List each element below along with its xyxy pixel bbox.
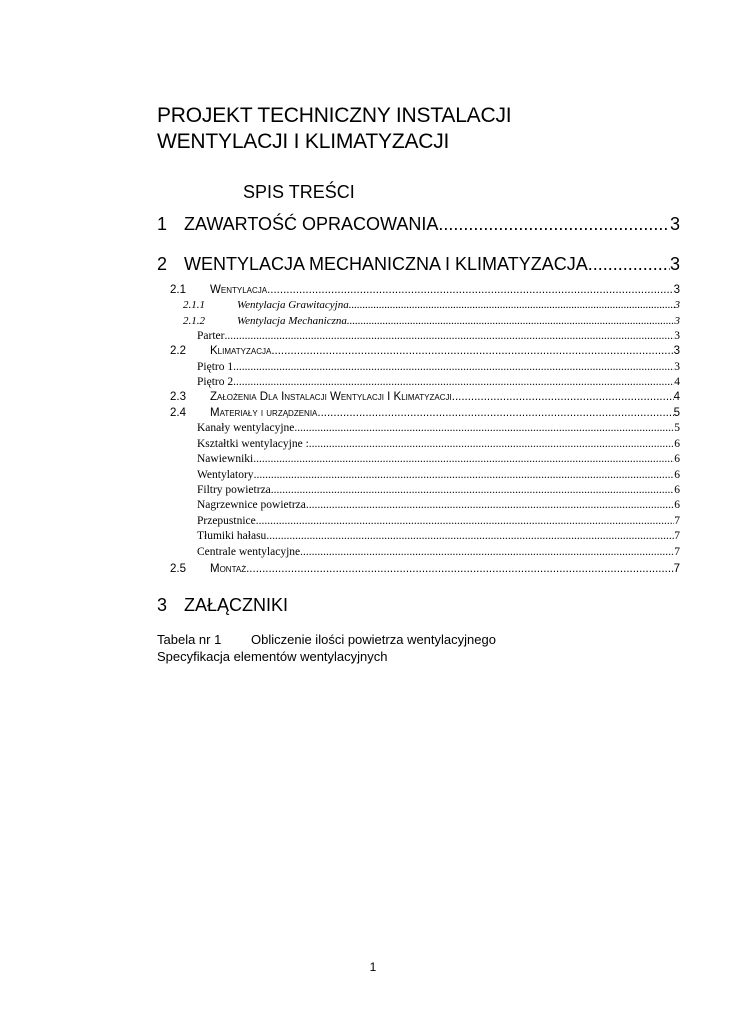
toc-label: Nagrzewnice powietrza <box>197 499 306 511</box>
toc-label: Materiały i urządzenia <box>210 407 318 419</box>
toc-entry-2[interactable] <box>157 252 680 276</box>
toc-leader <box>349 298 675 312</box>
toc-page: 5 <box>674 422 680 434</box>
toc-number: 2.1.2 <box>183 315 205 327</box>
toc-number: 2.2 <box>170 345 186 357</box>
toc-label: Nawiewniki <box>197 453 254 465</box>
toc-page: 7 <box>674 546 680 558</box>
toc-leader <box>309 437 674 452</box>
attachments-heading <box>157 593 288 617</box>
toc-label: Centrale wentylacyjne <box>197 546 301 558</box>
page-number: 1 <box>369 960 377 974</box>
toc-label: Założenia Dla Instalacji Wentylacji I Klimatyzacji <box>210 391 452 403</box>
toc-label: Piętro 1 <box>197 361 234 373</box>
toc-entry-1[interactable] <box>157 212 680 236</box>
attachment-label: Tabela nr 1 <box>157 632 222 647</box>
toc-entry-nawiewniki[interactable] <box>197 452 680 467</box>
toc-number: 2.5 <box>170 563 186 575</box>
toc-page: 6 <box>674 453 680 465</box>
attachment-text: Specyfikacja elementów wentylacyjnych <box>157 649 388 664</box>
toc-label: WENTYLACJA MECHANICZNA I KLIMATYZACJA <box>184 254 588 274</box>
title-line-2: WENTYLACJI I KLIMATYZACJI <box>157 130 450 153</box>
toc-page: 4 <box>674 376 680 388</box>
toc-entry-2-2[interactable] <box>170 344 680 359</box>
toc-entry-parter[interactable] <box>197 329 680 344</box>
toc-number: 1 <box>157 214 168 234</box>
toc-leader <box>233 375 674 390</box>
toc-entry-centrale[interactable] <box>197 545 680 560</box>
toc-entry-pietro-1[interactable] <box>197 360 680 375</box>
toc-leader <box>452 390 674 405</box>
toc-leader <box>347 314 675 328</box>
toc-entry-tlumiki[interactable] <box>197 529 680 544</box>
toc-leader <box>438 212 670 236</box>
toc-label: Kanały wentylacyjne <box>197 422 295 434</box>
toc-page: 6 <box>674 438 680 450</box>
toc-label: ZAWARTOŚĆ OPRACOWANIA <box>184 214 439 234</box>
toc-label: Tłumiki hałasu <box>197 530 267 542</box>
toc-label: Wentylatory <box>197 469 254 481</box>
toc-leader <box>253 452 674 467</box>
toc-entry-kanaly[interactable] <box>197 421 680 436</box>
toc-label: Wentylacja Grawitacyjna <box>237 299 349 311</box>
attachments-list <box>157 631 496 665</box>
toc-label: Wentylacja <box>210 284 268 296</box>
toc-entry-pietro-2[interactable] <box>197 375 680 390</box>
toc-page: 7 <box>673 563 680 575</box>
toc-leader <box>294 421 674 436</box>
toc-label: Wentylacja Mechaniczna <box>237 315 347 327</box>
toc-page: 3 <box>674 330 680 342</box>
toc-number: 2 <box>157 254 168 274</box>
toc-label: Klimatyzacja <box>210 345 272 357</box>
toc-label: Filtry powietrza <box>197 484 271 496</box>
toc-page: 7 <box>674 515 680 527</box>
document-title <box>157 103 511 155</box>
toc-entry-2-1-2[interactable] <box>183 314 680 328</box>
toc-page: 5 <box>673 407 680 419</box>
toc-leader <box>300 545 674 560</box>
toc-number: 2.4 <box>170 407 186 419</box>
toc-heading: SPIS TREŚCI <box>243 182 355 202</box>
toc-page: 6 <box>674 499 680 511</box>
toc-leader <box>267 283 674 298</box>
toc-page: 3 <box>673 284 680 296</box>
toc-page: 3 <box>669 254 680 274</box>
toc-label: Kształtki wentylacyjne : <box>197 438 309 450</box>
toc-leader <box>233 360 674 375</box>
attachment-text: Obliczenie ilości powietrza wentylacyjnego <box>251 632 496 647</box>
toc-leader <box>271 344 673 359</box>
toc-page: 7 <box>674 530 680 542</box>
toc-page: 4 <box>673 391 680 403</box>
toc-page: 6 <box>674 469 680 481</box>
toc-leader <box>224 329 674 344</box>
toc-leader <box>254 468 675 483</box>
toc-entry-ksztaltki[interactable] <box>197 437 680 452</box>
toc-leader <box>246 562 673 577</box>
toc-page: 3 <box>669 214 680 234</box>
toc-leader <box>306 498 674 513</box>
toc-leader <box>271 483 674 498</box>
toc-entry-przepustnice[interactable] <box>197 514 680 529</box>
toc-leader <box>588 252 670 276</box>
attachment-item <box>157 648 496 665</box>
toc-label: Parter <box>197 330 225 342</box>
toc-page: 3 <box>674 299 680 311</box>
toc-page: 3 <box>674 361 680 373</box>
toc-entry-2-5[interactable] <box>170 562 680 577</box>
toc-entry-2-1-1[interactable] <box>183 298 680 312</box>
attachments-number: 3 <box>157 595 168 615</box>
attachments-label: ZAŁĄCZNIKI <box>184 595 289 615</box>
toc-entry-2-1[interactable] <box>170 283 680 298</box>
toc-label: Przepustnice <box>197 515 256 527</box>
toc-leader <box>317 406 673 421</box>
title-line-1: PROJEKT TECHNICZNY INSTALACJI <box>157 104 512 127</box>
toc-leader <box>256 514 674 529</box>
toc-label: Montaż <box>210 563 247 575</box>
toc-page: 6 <box>674 484 680 496</box>
toc-entry-2-4[interactable] <box>170 406 680 421</box>
attachment-item <box>157 631 496 648</box>
toc-entry-filtry[interactable] <box>197 483 680 498</box>
toc-number: 2.1.1 <box>183 299 205 311</box>
toc-entry-2-3[interactable] <box>170 390 680 405</box>
toc-entry-wentylatory[interactable] <box>197 468 680 483</box>
toc-number: 2.1 <box>170 284 186 296</box>
toc-leader <box>266 529 674 544</box>
toc-entry-nagrzewnice[interactable] <box>197 498 680 513</box>
toc-page: 3 <box>674 315 680 327</box>
toc-page: 3 <box>673 345 680 357</box>
toc-number: 2.3 <box>170 391 186 403</box>
toc-label: Piętro 2 <box>197 376 234 388</box>
